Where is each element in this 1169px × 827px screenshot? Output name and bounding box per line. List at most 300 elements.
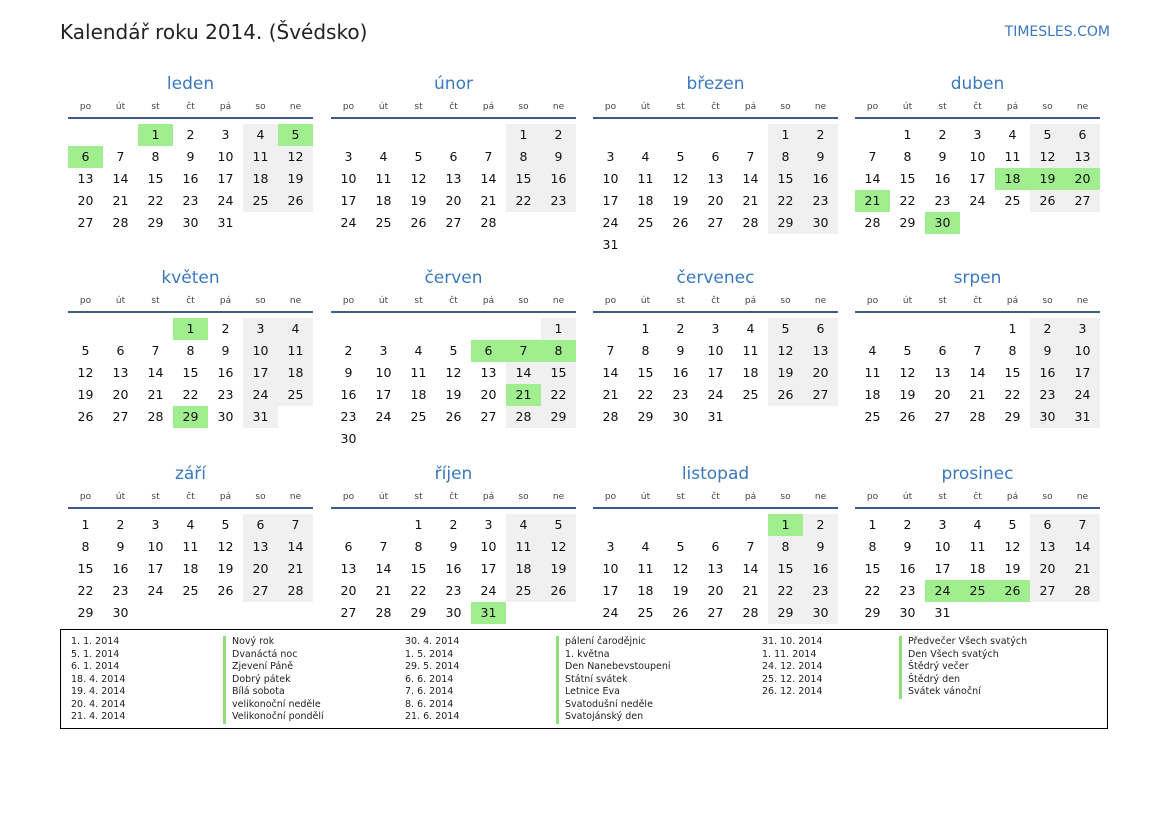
weekday-label: so — [255, 492, 266, 502]
weekday-label: út — [378, 102, 389, 112]
day-cell: 16 — [112, 561, 129, 576]
day-cell: 26 — [672, 605, 689, 620]
day-cell: 7 — [746, 539, 755, 554]
day-cell: 9 — [803, 536, 838, 558]
empty-cell — [855, 124, 890, 146]
day-cell: 19 — [445, 387, 462, 402]
legend-date: 1. 5. 2014 — [405, 648, 454, 660]
legend-holiday-name: Letnice Eva — [556, 686, 671, 699]
weekday-label: st — [414, 102, 423, 112]
weekday-label: po — [866, 102, 879, 112]
weekday-label: so — [518, 102, 529, 112]
day-cell: 11 — [182, 539, 199, 554]
month-name: leden — [166, 74, 215, 94]
weekday-label: so — [780, 102, 791, 112]
day-cell: 1 — [868, 517, 877, 532]
day-cell: 16 — [672, 365, 689, 380]
weekday-label: pá — [744, 296, 757, 306]
day-cell: 13 — [934, 365, 951, 380]
day-cell: 10 — [934, 539, 951, 554]
day-cell: 10 — [147, 539, 164, 554]
legend-date: 30. 4. 2014 — [405, 636, 460, 647]
day-cell: 3 — [243, 318, 278, 340]
day-grid — [855, 514, 1100, 624]
day-cell: 6 — [938, 343, 947, 358]
day-cell: 6 — [711, 539, 720, 554]
day-cell: 27 — [77, 215, 94, 230]
legend-holiday-name: Zjevení Páně — [223, 661, 324, 674]
empty-cell — [593, 318, 628, 340]
day-cell: 8 — [903, 149, 912, 164]
day-cell: 2 — [676, 321, 685, 336]
day-cell: 1 — [768, 514, 803, 536]
day-cell: 22 — [768, 190, 803, 212]
day-cell: 6 — [1030, 514, 1065, 536]
day-cell: 24 — [147, 583, 164, 598]
day-cell: 16 — [803, 168, 838, 190]
day-cell: 25 — [410, 409, 427, 424]
weekday-label: po — [604, 102, 617, 112]
day-cell: 30 — [340, 431, 357, 446]
day-cell: 16 — [934, 171, 951, 186]
day-cell: 19 — [541, 558, 576, 580]
day-cell: 13 — [77, 171, 94, 186]
empty-cell — [401, 124, 436, 146]
holiday-legend — [60, 629, 1108, 729]
weekday-label: ne — [289, 102, 302, 112]
day-cell: 22 — [410, 583, 427, 598]
weekday-label: čt — [711, 102, 720, 112]
month-name: červen — [424, 268, 483, 288]
day-cell: 26 — [410, 215, 427, 230]
weekday-label: ne — [814, 296, 827, 306]
weekday-label: pá — [219, 296, 232, 306]
day-cell: 19 — [1030, 168, 1065, 190]
day-cell: 1 — [81, 517, 90, 532]
day-cell: 20 — [707, 583, 724, 598]
day-cell: 11 — [637, 561, 654, 576]
day-cell: 1 — [768, 124, 803, 146]
day-cell: 13 — [707, 561, 724, 576]
empty-cell — [733, 124, 768, 146]
day-cell: 10 — [707, 343, 724, 358]
month-name: listopad — [681, 464, 750, 484]
weekday-label: čt — [186, 102, 195, 112]
day-cell: 28 — [147, 409, 164, 424]
day-cell: 8 — [541, 340, 576, 362]
day-cell: 22 — [541, 384, 576, 406]
weekday-label: ne — [289, 492, 302, 502]
day-cell: 28 — [602, 409, 619, 424]
day-cell: 15 — [1004, 365, 1021, 380]
day-cell: 26 — [899, 409, 916, 424]
weekday-label: pá — [482, 296, 495, 306]
day-cell: 14 — [742, 171, 759, 186]
weekday-label: so — [255, 102, 266, 112]
day-cell: 5 — [676, 149, 685, 164]
empty-cell — [855, 318, 890, 340]
day-cell: 1 — [641, 321, 650, 336]
day-cell: 21 — [147, 387, 164, 402]
day-cell: 31 — [1065, 406, 1100, 428]
weekday-label: so — [518, 492, 529, 502]
legend-names — [223, 636, 324, 724]
day-cell: 15 — [864, 561, 881, 576]
day-cell: 23 — [934, 193, 951, 208]
month-4 — [855, 73, 1100, 234]
weekday-label: pá — [1006, 492, 1019, 502]
day-cell: 26 — [1030, 190, 1065, 212]
day-cell: 29 — [768, 602, 803, 624]
day-cell: 24 — [602, 215, 619, 230]
weekday-label: út — [640, 102, 651, 112]
day-cell: 8 — [506, 146, 541, 168]
day-cell: 12 — [1004, 539, 1021, 554]
weekday-header — [593, 491, 838, 509]
day-cell: 5 — [676, 539, 685, 554]
day-cell: 9 — [116, 539, 125, 554]
day-cell: 14 — [864, 171, 881, 186]
day-cell: 9 — [676, 343, 685, 358]
weekday-label: út — [640, 492, 651, 502]
day-cell: 6 — [1065, 124, 1100, 146]
day-cell: 3 — [379, 343, 388, 358]
day-cell: 17 — [480, 561, 497, 576]
empty-cell — [506, 318, 541, 340]
day-cell: 4 — [1008, 127, 1017, 142]
day-cell: 10 — [480, 539, 497, 554]
day-cell: 8 — [768, 146, 803, 168]
day-cell: 6 — [116, 343, 125, 358]
empty-cell — [471, 124, 506, 146]
day-cell: 14 — [969, 365, 986, 380]
day-cell: 3 — [484, 517, 493, 532]
day-cell: 28 — [1065, 580, 1100, 602]
day-cell: 10 — [1065, 340, 1100, 362]
day-grid — [68, 318, 313, 428]
day-cell: 31 — [602, 237, 619, 252]
weekday-label: út — [378, 492, 389, 502]
day-cell: 22 — [637, 387, 654, 402]
day-cell: 21 — [602, 387, 619, 402]
day-cell: 13 — [243, 536, 278, 558]
day-cell: 29 — [77, 605, 94, 620]
day-cell: 14 — [278, 536, 313, 558]
empty-cell — [138, 318, 173, 340]
weekday-label: st — [151, 102, 160, 112]
weekday-label: út — [115, 492, 126, 502]
day-cell: 16 — [340, 387, 357, 402]
day-cell: 15 — [77, 561, 94, 576]
weekday-label: st — [676, 296, 685, 306]
day-cell: 7 — [484, 149, 493, 164]
day-cell: 7 — [506, 340, 541, 362]
day-cell: 18 — [637, 583, 654, 598]
day-cell: 15 — [541, 362, 576, 384]
weekday-label: ne — [1076, 102, 1089, 112]
day-grid — [855, 318, 1100, 428]
day-cell: 29 — [768, 212, 803, 234]
day-cell: 7 — [606, 343, 615, 358]
weekday-label: pá — [744, 102, 757, 112]
day-cell: 2 — [449, 517, 458, 532]
legend-date: 21. 6. 2014 — [405, 711, 460, 722]
legend-date: 29. 5. 2014 — [405, 661, 460, 672]
day-cell: 28 — [112, 215, 129, 230]
day-cell: 19 — [672, 193, 689, 208]
day-cell: 13 — [803, 340, 838, 362]
day-cell: 25 — [742, 387, 759, 402]
weekday-label: ne — [814, 102, 827, 112]
day-cell: 18 — [375, 193, 392, 208]
month-name: září — [174, 464, 207, 484]
day-cell: 24 — [969, 193, 986, 208]
empty-cell — [331, 514, 366, 536]
day-cell: 4 — [506, 514, 541, 536]
weekday-label: so — [1042, 492, 1053, 502]
month-10 — [331, 463, 576, 624]
legend-holiday-name: Svátek vánoční — [899, 686, 1027, 699]
day-cell: 7 — [278, 514, 313, 536]
month-name: duben — [950, 74, 1005, 94]
day-cell: 27 — [243, 580, 278, 602]
legend-holiday-name: Dvanáctá noc — [223, 649, 324, 662]
weekday-label: čt — [973, 492, 982, 502]
weekday-label: út — [902, 102, 913, 112]
day-cell: 28 — [864, 215, 881, 230]
month-8 — [855, 267, 1100, 428]
day-cell: 3 — [344, 149, 353, 164]
day-cell: 5 — [1008, 517, 1017, 532]
empty-cell — [68, 318, 103, 340]
day-cell: 19 — [217, 561, 234, 576]
day-cell: 19 — [278, 168, 313, 190]
weekday-label: so — [780, 492, 791, 502]
site-link[interactable]: TIMESLES.COM — [1004, 24, 1110, 40]
legend-holiday-name: velikonoční neděle — [223, 699, 324, 712]
month-name: srpen — [953, 268, 1002, 288]
day-cell: 23 — [112, 583, 129, 598]
weekday-header — [331, 295, 576, 313]
legend-holiday-name: Dobrý pátek — [223, 674, 324, 687]
weekday-label: pá — [482, 102, 495, 112]
day-cell: 10 — [243, 340, 278, 362]
legend-names — [556, 636, 671, 724]
empty-cell — [331, 124, 366, 146]
weekday-label: so — [255, 296, 266, 306]
day-cell: 27 — [1065, 190, 1100, 212]
day-cell: 25 — [637, 605, 654, 620]
empty-cell — [925, 318, 960, 340]
day-cell: 10 — [340, 171, 357, 186]
day-cell: 17 — [340, 193, 357, 208]
legend-date: 24. 12. 2014 — [762, 661, 823, 672]
day-cell: 25 — [182, 583, 199, 598]
day-cell: 2 — [1030, 318, 1065, 340]
weekday-label: út — [902, 296, 913, 306]
day-cell: 30 — [182, 215, 199, 230]
day-cell: 13 — [480, 365, 497, 380]
day-cell: 23 — [340, 409, 357, 424]
day-cell: 7 — [746, 149, 755, 164]
day-cell: 21 — [742, 193, 759, 208]
month-5 — [68, 267, 313, 428]
legend-holiday-name: Den Nanebevstoupení — [556, 661, 671, 674]
weekday-label: čt — [711, 492, 720, 502]
weekday-label: so — [1042, 102, 1053, 112]
day-cell: 28 — [742, 605, 759, 620]
weekday-label: čt — [449, 102, 458, 112]
day-cell: 20 — [1030, 558, 1065, 580]
day-cell: 14 — [112, 171, 129, 186]
day-grid — [68, 124, 313, 234]
day-cell: 5 — [81, 343, 90, 358]
day-cell: 19 — [77, 387, 94, 402]
weekday-header — [331, 491, 576, 509]
day-cell: 26 — [217, 583, 234, 598]
day-grid — [593, 318, 838, 428]
weekday-label: st — [938, 296, 947, 306]
weekday-header — [68, 491, 313, 509]
day-cell: 11 — [637, 171, 654, 186]
day-cell: 29 — [541, 406, 576, 428]
day-cell: 18 — [969, 561, 986, 576]
day-cell: 22 — [77, 583, 94, 598]
empty-cell — [663, 124, 698, 146]
day-cell: 7 — [151, 343, 160, 358]
day-cell: 12 — [768, 340, 803, 362]
weekday-header — [855, 491, 1100, 509]
day-cell: 4 — [973, 517, 982, 532]
legend-holiday-name: Svatodušní neděle — [556, 699, 671, 712]
day-cell: 5 — [414, 149, 423, 164]
weekday-label: ne — [289, 296, 302, 306]
legend-date: 20. 4. 2014 — [71, 698, 126, 710]
day-cell: 9 — [344, 365, 353, 380]
legend-date: 21. 4. 2014 — [71, 711, 126, 722]
day-cell: 29 — [899, 215, 916, 230]
empty-cell — [68, 124, 103, 146]
day-cell: 10 — [375, 365, 392, 380]
weekday-label: po — [342, 492, 355, 502]
day-cell: 3 — [221, 127, 230, 142]
day-grid — [593, 124, 838, 256]
weekday-label: st — [414, 296, 423, 306]
day-cell: 11 — [243, 146, 278, 168]
day-cell: 30 — [925, 212, 960, 234]
weekday-label: pá — [219, 102, 232, 112]
day-cell: 4 — [414, 343, 423, 358]
day-cell: 5 — [903, 343, 912, 358]
day-cell: 12 — [278, 146, 313, 168]
day-cell: 20 — [803, 362, 838, 384]
day-cell: 27 — [707, 215, 724, 230]
legend-holiday-name: Štědrý večer — [899, 661, 1027, 674]
day-cell: 1 — [541, 318, 576, 340]
day-cell: 2 — [186, 127, 195, 142]
day-cell: 12 — [445, 365, 462, 380]
day-cell: 16 — [541, 168, 576, 190]
day-cell: 18 — [637, 193, 654, 208]
day-cell: 17 — [1065, 362, 1100, 384]
day-cell: 23 — [803, 580, 838, 602]
day-cell: 19 — [1004, 561, 1021, 576]
day-cell: 23 — [445, 583, 462, 598]
day-cell: 18 — [182, 561, 199, 576]
empty-cell — [103, 318, 138, 340]
month-name: březen — [686, 74, 745, 94]
day-cell: 6 — [711, 149, 720, 164]
empty-cell — [698, 124, 733, 146]
day-cell: 23 — [541, 190, 576, 212]
day-cell: 27 — [445, 215, 462, 230]
weekday-header — [68, 295, 313, 313]
day-cell: 24 — [925, 580, 960, 602]
legend-date: 25. 12. 2014 — [762, 673, 823, 685]
day-cell: 5 — [449, 343, 458, 358]
empty-cell — [890, 318, 925, 340]
day-cell: 4 — [278, 318, 313, 340]
day-cell: 29 — [864, 605, 881, 620]
day-cell: 2 — [541, 124, 576, 146]
weekday-label: ne — [552, 102, 565, 112]
legend-dates — [71, 636, 125, 724]
weekday-label: po — [79, 102, 92, 112]
day-cell: 15 — [182, 365, 199, 380]
empty-cell — [698, 514, 733, 536]
day-cell: 30 — [1030, 406, 1065, 428]
weekday-label: pá — [1006, 296, 1019, 306]
day-cell: 22 — [506, 190, 541, 212]
weekday-header — [593, 101, 838, 119]
day-cell: 8 — [414, 539, 423, 554]
day-cell: 23 — [1030, 384, 1065, 406]
day-cell: 16 — [1030, 362, 1065, 384]
day-grid — [855, 124, 1100, 234]
day-cell: 19 — [899, 387, 916, 402]
day-cell: 3 — [973, 127, 982, 142]
day-cell: 2 — [344, 343, 353, 358]
day-cell: 30 — [803, 212, 838, 234]
day-cell: 12 — [899, 365, 916, 380]
weekday-header — [331, 101, 576, 119]
day-cell: 24 — [707, 387, 724, 402]
day-cell: 20 — [445, 193, 462, 208]
day-cell: 25 — [1004, 193, 1021, 208]
day-cell: 4 — [868, 343, 877, 358]
day-cell: 1 — [138, 124, 173, 146]
legend-date: 6. 6. 2014 — [405, 673, 454, 685]
day-grid — [68, 514, 313, 624]
day-grid — [331, 514, 576, 624]
day-cell: 5 — [768, 318, 803, 340]
day-cell: 26 — [445, 409, 462, 424]
weekday-label: st — [676, 102, 685, 112]
day-cell: 28 — [480, 215, 497, 230]
day-cell: 5 — [541, 514, 576, 536]
day-cell: 28 — [278, 580, 313, 602]
day-cell: 20 — [77, 193, 94, 208]
weekday-label: po — [866, 296, 879, 306]
weekday-label: ne — [814, 492, 827, 502]
empty-cell — [103, 124, 138, 146]
day-cell: 1 — [173, 318, 208, 340]
day-cell: 22 — [864, 583, 881, 598]
weekday-label: so — [780, 296, 791, 306]
month-name: říjen — [434, 464, 473, 484]
day-cell: 22 — [768, 580, 803, 602]
day-cell: 13 — [1030, 536, 1065, 558]
